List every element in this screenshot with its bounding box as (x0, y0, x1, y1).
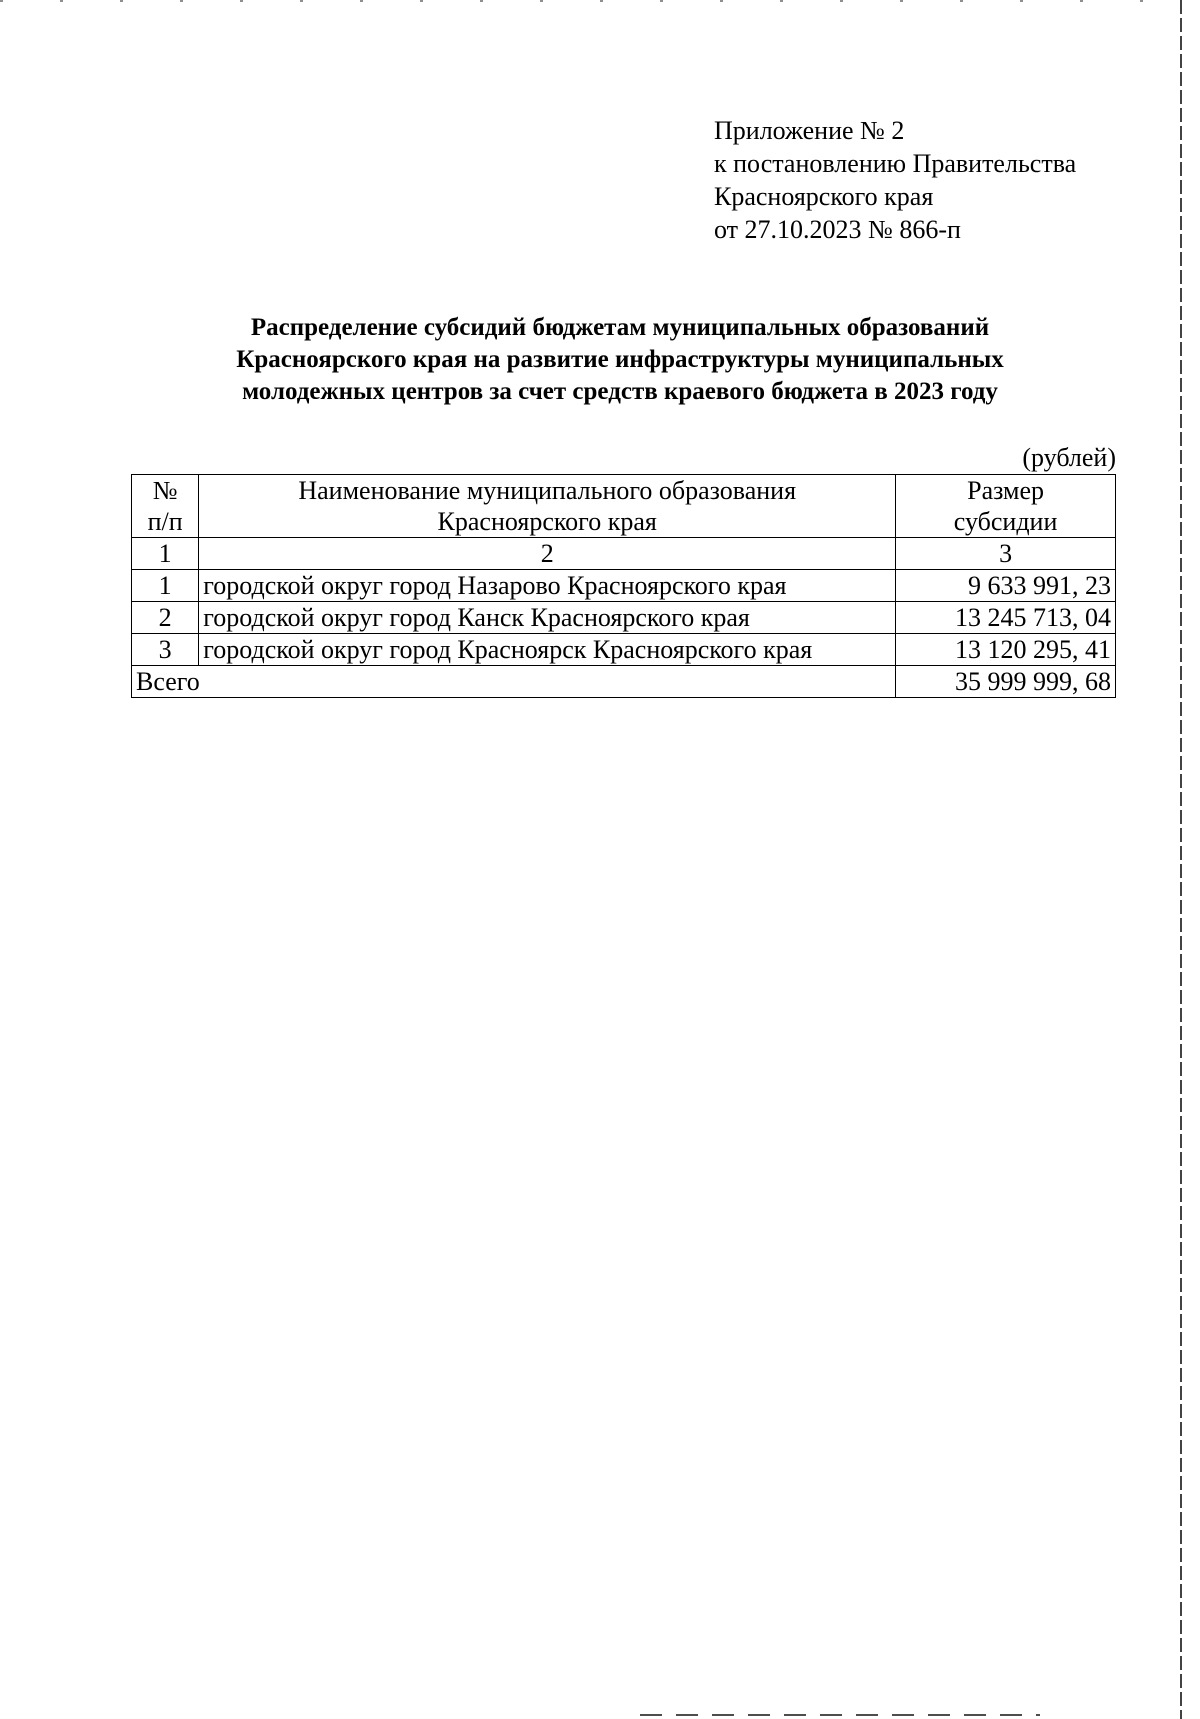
table-row (132, 602, 1116, 634)
title-line-3: молодежных центров за счет средств краевого бюджета в 2023 году (242, 378, 998, 405)
header-number-line2: п/п (147, 507, 183, 536)
appendix-number: Приложение № 2 (714, 116, 905, 145)
subsidy-amount: 9 633 991, 23 (896, 570, 1116, 602)
header-municipality-line1: Наименование муниципального образования (298, 476, 797, 505)
title-line-2: Красноярского края на развитие инфраструктуры муниципальных (236, 346, 1004, 373)
row-number: 3 (132, 634, 199, 666)
subsidy-amount: 13 245 713, 04 (896, 602, 1116, 634)
column-number-2: 2 (199, 538, 896, 570)
appendix-date: от 27.10.2023 № 866-п (714, 215, 961, 244)
subsidies-table (131, 474, 1116, 698)
scan-top-edge (0, 0, 1200, 2)
table-row (132, 634, 1116, 666)
appendix-region: Красноярского края (714, 182, 934, 211)
subsidy-amount: 13 120 295, 41 (896, 634, 1116, 666)
municipality-name: городской округ город Красноярск Красноярского края (199, 634, 896, 666)
total-amount: 35 999 999, 68 (896, 666, 1116, 698)
title-line-1: Распределение субсидий бюджетам муниципальных образований (250, 314, 990, 341)
header-amount-line1: Размер (967, 476, 1045, 505)
appendix-resolution: к постановлению Правительства (714, 149, 1077, 178)
total-row (132, 666, 1116, 698)
row-number: 2 (132, 602, 199, 634)
header-amount (896, 475, 1116, 538)
column-number-1: 1 (132, 538, 199, 570)
header-number-line1: № (152, 476, 178, 505)
column-number-3: 3 (896, 538, 1116, 570)
header-municipality (199, 475, 896, 538)
header-municipality-line2: Красноярского края (437, 507, 657, 536)
scan-bottom-edge (640, 1714, 1040, 1716)
row-number: 1 (132, 570, 199, 602)
units-label: (рублей) (1022, 443, 1116, 472)
header-number (132, 475, 199, 538)
header-amount-line2: субсидии (953, 507, 1058, 536)
municipality-name: городской округ город Канск Красноярского края (199, 602, 896, 634)
table-header-row (132, 475, 1116, 538)
table-row (132, 570, 1116, 602)
municipality-name: городской округ город Назарово Красноярского края (199, 570, 896, 602)
appendix-reference (714, 114, 1076, 246)
document-title (120, 312, 1120, 408)
column-number-row (132, 538, 1116, 570)
total-label: Всего (132, 666, 896, 698)
scan-right-edge (1180, 0, 1182, 1719)
